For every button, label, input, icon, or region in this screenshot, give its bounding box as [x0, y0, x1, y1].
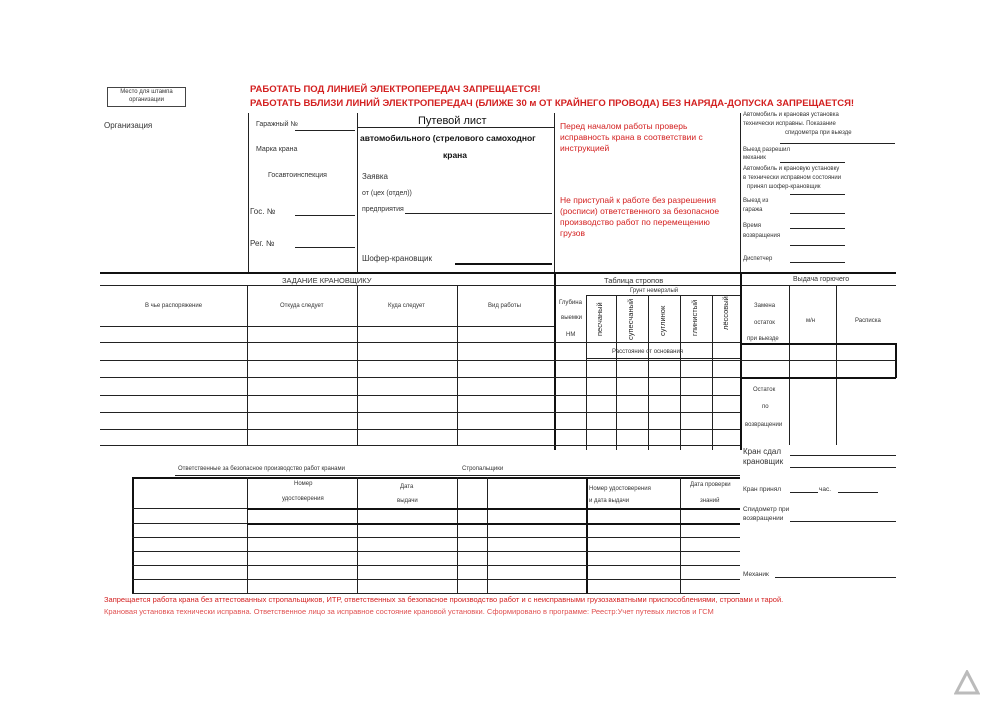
doc-subtitle-2: крана [443, 150, 468, 160]
depth-label-2: выемки [561, 315, 582, 321]
garage-no-label: Гаражный № [256, 121, 299, 128]
inspection-label: Госавтоинспекция [268, 172, 327, 179]
rest-label-1: Остаток [753, 387, 776, 393]
soil-type-1: песчаный [595, 302, 604, 336]
footer-note: Крановая установка технически исправна. Ответственное лицо за исправное состояние крановой установки. Сформировано в программе: Реестр:Учет путевых листов и ГСМ [104, 607, 714, 616]
resp-col-1b: удостоверения [282, 496, 324, 502]
doc-subtitle: автомобильного (стрелового самоходног [360, 133, 536, 143]
enterprise-label: предприятия [362, 206, 404, 213]
notice-check: Перед началом работы проверь исправность крана в соответствии с инструкцией [560, 121, 703, 153]
sl-col-1b: и дата выдачи [589, 498, 630, 504]
depart-label-2: гаража [743, 207, 763, 213]
depth-label-3: НМ [566, 332, 576, 338]
fuel-col-1a: Замена [754, 303, 776, 309]
crane-make-label: Марка крана [256, 146, 298, 153]
depth-label-1: Глубина [559, 300, 582, 306]
resp-col-2b: выдачи [397, 498, 418, 504]
footer-warning: Запрещается работа крана без аттестованных стропальщиков, ИТР, ответственных за безопасное производство работ и с неисправными грузозахватными приспособлениями, стропами и тарой. [104, 595, 784, 604]
stamp-place [107, 87, 186, 107]
triangle-logo-icon [954, 670, 980, 696]
rest-label-3: возвращении [745, 422, 783, 428]
order-label: Заявка [362, 172, 388, 181]
right-text-4: Автомобиль и крановую установку [743, 166, 840, 172]
soil-type-2: супесчаный [626, 298, 635, 340]
task-col-1: В чье распоряжение [145, 303, 203, 309]
hours-label: час. [819, 486, 832, 493]
dispatcher-label: Диспетчер [743, 256, 773, 262]
time-label-1: Время [743, 223, 762, 229]
resp-col-1a: Номер [294, 481, 313, 487]
accepted-label: Кран принял [743, 486, 782, 493]
right-text-2: технически исправны. Показание [743, 121, 836, 127]
fuel-header: Выдача горючего [793, 276, 850, 283]
slinger-header: Стропальщики [462, 466, 504, 472]
right-text-6: принял шофер-крановщик [747, 184, 821, 190]
mechanic-label: Механик [743, 571, 769, 578]
depart-label-1: Выезд из [743, 198, 769, 204]
task-header: ЗАДАНИЕ КРАНОВЩИКУ [282, 276, 372, 285]
notice-permission: Не приступай к работе без разрешения (росписи) ответственного за безопасное производство работ по перемещению грузов [560, 195, 720, 238]
soil-label: Грунт немерзлый [630, 288, 679, 294]
reg-no-label: Рег. № [250, 239, 275, 248]
handed-label-2: крановщик [743, 457, 784, 466]
from-label: от (цех (отдел)) [362, 190, 412, 197]
handed-label-1: Кран сдал [743, 447, 781, 456]
slings-header: Таблица стропов [604, 276, 664, 285]
soil-type-5: лёссовый [721, 296, 730, 330]
right-text-3: спидометра при выезде [785, 130, 852, 136]
soil-type-4: глинистый [690, 299, 699, 336]
mech-label-1: Выезд разрешил [743, 147, 791, 153]
sl-col-2a: Дата проверки [690, 482, 731, 488]
fuel-col-1b: остаток [754, 320, 775, 326]
responsible-header: Ответственные за безопасное производство работ кранами [178, 466, 345, 472]
gos-no-label: Гос. № [250, 207, 276, 216]
task-col-3: Куда следует [388, 303, 425, 309]
sl-col-1a: Номер удостоверения [589, 486, 651, 492]
mech-label-2: механик [743, 155, 766, 161]
doc-title: Путевой лист [418, 115, 487, 127]
warning-line-1: РАБОТАТЬ ПОД ЛИНИЕЙ ЭЛЕКТРОПЕРЕДАЧ ЗАПРЕЩАЕТСЯ! [250, 84, 541, 95]
organization-label: Организация [104, 121, 153, 130]
speedo-label-2: возвращении [743, 515, 784, 522]
right-text-5: в технически исправном состоянии [743, 175, 842, 181]
right-text-1: Автомобиль и крановая установка [743, 112, 839, 118]
fuel-col-2: м/н [806, 318, 816, 324]
distance-label: Расстояние от основания [612, 349, 684, 355]
task-col-2: Откуда следует [280, 303, 324, 309]
soil-type-3: суглинок [658, 305, 667, 336]
task-col-4: Вид работы [488, 303, 521, 309]
speedo-label-1: Спидометр при [743, 506, 790, 513]
resp-col-2a: Дата [400, 484, 414, 490]
fuel-col-1c: при выезде [747, 336, 779, 342]
warning-line-2: РАБОТАТЬ ВБЛИЗИ ЛИНИЙ ЭЛЕКТРОПЕРЕДАЧ (БЛИЖЕ 30 м ОТ КРАЙНЕГО ПРОВОДА) БЕЗ НАРЯДА-ДОПУСКА ЗАПРЕЩАЕТСЯ! [250, 98, 855, 109]
fuel-col-3: Расписка [855, 318, 881, 324]
time-label-2: возвращения [743, 233, 781, 239]
sl-col-2b: знаний [700, 498, 720, 504]
stamp-label-1: Место для штампа [120, 89, 173, 95]
driver-label: Шофер-крановщик [362, 254, 432, 263]
rest-label-2: по [762, 404, 769, 410]
stamp-label-2: организации [129, 97, 164, 103]
